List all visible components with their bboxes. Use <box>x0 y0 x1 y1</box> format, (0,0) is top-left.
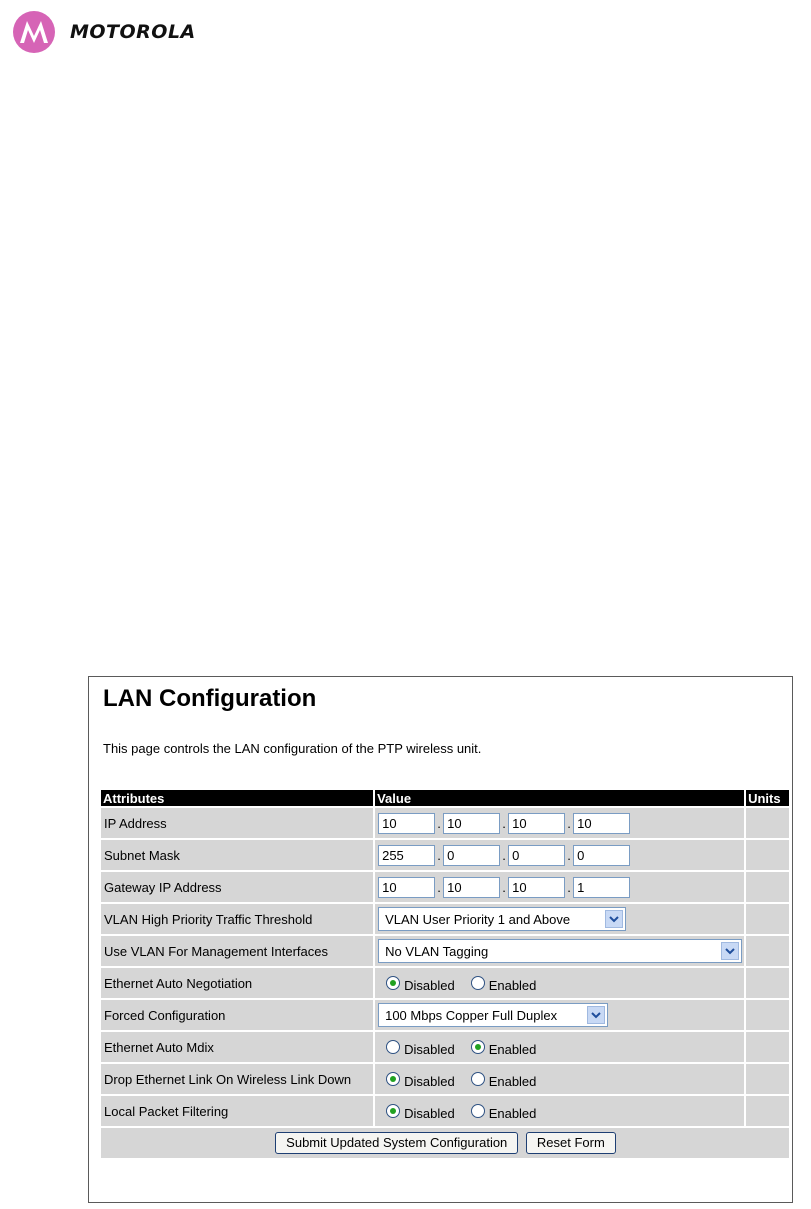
packet-filtering-enabled-radio[interactable] <box>471 1104 485 1118</box>
packet-filtering-disabled-radio[interactable] <box>386 1104 400 1118</box>
ip-address-units <box>746 808 789 838</box>
gateway-ip-units <box>746 872 789 902</box>
vlan-threshold-select[interactable] <box>378 907 626 931</box>
auto-mdix-disabled-radio[interactable] <box>386 1040 400 1054</box>
table-row <box>101 1096 789 1126</box>
subnet-mask-octet-3[interactable] <box>508 845 565 866</box>
drop-link-units <box>746 1064 789 1094</box>
vlan-mgmt-label: Use VLAN For Management Interfaces <box>101 936 373 966</box>
auto-mdix-label: Ethernet Auto Mdix <box>101 1032 373 1062</box>
subnet-mask-octet-2[interactable] <box>443 845 500 866</box>
gateway-ip-value: 10 . 10 . 10 . 1 <box>375 872 744 902</box>
packet-filtering-label: Local Packet Filtering <box>101 1096 373 1126</box>
packet-filtering-enabled-label: Enabled <box>488 1105 537 1121</box>
chevron-down-icon[interactable] <box>721 942 739 960</box>
header-units: Units <box>746 790 789 806</box>
forced-config-units <box>746 1000 789 1030</box>
drop-link-disabled-radio[interactable] <box>386 1072 400 1086</box>
auto-mdix-units <box>746 1032 789 1062</box>
forced-config-label: Forced Configuration <box>101 1000 373 1030</box>
motorola-logo <box>12 10 196 54</box>
forced-config-select[interactable] <box>378 1003 608 1027</box>
auto-negotiation-enabled-label: Enabled <box>488 977 537 993</box>
table-row <box>101 808 789 838</box>
drop-link-enabled-label: Enabled <box>488 1073 537 1089</box>
table-row <box>101 840 789 870</box>
radio-selected-dot <box>475 1044 481 1050</box>
drop-link-label: Drop Ethernet Link On Wireless Link Down <box>101 1064 373 1094</box>
ip-address-label: IP Address <box>101 808 373 838</box>
auto-negotiation-disabled-radio[interactable] <box>386 976 400 990</box>
ip-address-octet-3[interactable] <box>508 813 565 834</box>
table-row <box>101 968 789 998</box>
header-attributes: Attributes <box>101 790 373 806</box>
vlan-threshold-label: VLAN High Priority Traffic Threshold <box>101 904 373 934</box>
subnet-mask-units <box>746 840 789 870</box>
chevron-down-icon[interactable] <box>587 1006 605 1024</box>
brand-name: MOTOROLA <box>70 21 196 43</box>
gateway-ip-octet-1[interactable] <box>378 877 435 898</box>
table-row <box>101 1000 789 1030</box>
ip-address-octet-4[interactable] <box>573 813 630 834</box>
ip-address-octet-1[interactable] <box>378 813 435 834</box>
auto-negotiation-value <box>375 968 744 998</box>
vlan-mgmt-value <box>375 936 744 966</box>
auto-mdix-enabled-radio[interactable] <box>471 1040 485 1054</box>
forced-config-value <box>375 1000 744 1030</box>
auto-negotiation-disabled-label: Disabled <box>404 977 455 993</box>
header-value: Value <box>375 790 744 806</box>
auto-mdix-disabled-label: Disabled <box>404 1041 455 1057</box>
gateway-ip-label: Gateway IP Address <box>101 872 373 902</box>
subnet-mask-octet-1[interactable] <box>378 845 435 866</box>
motorola-batwing-icon <box>12 10 56 54</box>
auto-negotiation-label: Ethernet Auto Negotiation <box>101 968 373 998</box>
submit-configuration-button[interactable]: Submit Updated System Configuration <box>275 1132 518 1154</box>
button-row <box>101 1128 789 1158</box>
subnet-mask-octet-4[interactable] <box>573 845 630 866</box>
chevron-down-icon[interactable] <box>605 910 623 928</box>
gateway-ip-octet-3[interactable] <box>508 877 565 898</box>
packet-filtering-value <box>375 1096 744 1126</box>
table-row <box>101 904 789 934</box>
lan-config-table <box>99 788 791 1160</box>
forced-config-selected: 100 Mbps Copper Full Duplex <box>385 1007 558 1023</box>
radio-selected-dot <box>390 1076 396 1082</box>
auto-negotiation-enabled-radio[interactable] <box>471 976 485 990</box>
radio-selected-dot <box>390 1108 396 1114</box>
radio-selected-dot <box>390 980 396 986</box>
table-row <box>101 872 789 902</box>
lan-configuration-panel <box>88 676 793 1203</box>
vlan-mgmt-select[interactable] <box>378 939 742 963</box>
drop-link-value <box>375 1064 744 1094</box>
ip-address-value: 10 . 10 . 10 . 10 <box>375 808 744 838</box>
table-header-row <box>101 790 789 806</box>
auto-negotiation-units <box>746 968 789 998</box>
gateway-ip-octet-2[interactable] <box>443 877 500 898</box>
packet-filtering-disabled-label: Disabled <box>404 1105 455 1121</box>
table-row <box>101 1064 789 1094</box>
drop-link-disabled-label: Disabled <box>404 1073 455 1089</box>
drop-link-enabled-radio[interactable] <box>471 1072 485 1086</box>
subnet-mask-label: Subnet Mask <box>101 840 373 870</box>
vlan-threshold-units <box>746 904 789 934</box>
subnet-mask-value: 255 . 0 . 0 . 0 <box>375 840 744 870</box>
vlan-mgmt-selected: No VLAN Tagging <box>385 943 489 959</box>
vlan-mgmt-units <box>746 936 789 966</box>
table-row <box>101 936 789 966</box>
page-description: This page controls the LAN configuration of the PTP wireless unit. <box>103 741 482 756</box>
gateway-ip-octet-4[interactable] <box>573 877 630 898</box>
auto-mdix-value <box>375 1032 744 1062</box>
reset-form-button[interactable]: Reset Form <box>526 1132 616 1154</box>
packet-filtering-units <box>746 1096 789 1126</box>
auto-mdix-enabled-label: Enabled <box>488 1041 537 1057</box>
table-row <box>101 1032 789 1062</box>
vlan-threshold-selected: VLAN User Priority 1 and Above <box>385 911 571 927</box>
page-title: LAN Configuration <box>103 685 317 712</box>
form-actions <box>101 1128 789 1158</box>
vlan-threshold-value <box>375 904 744 934</box>
ip-address-octet-2[interactable] <box>443 813 500 834</box>
